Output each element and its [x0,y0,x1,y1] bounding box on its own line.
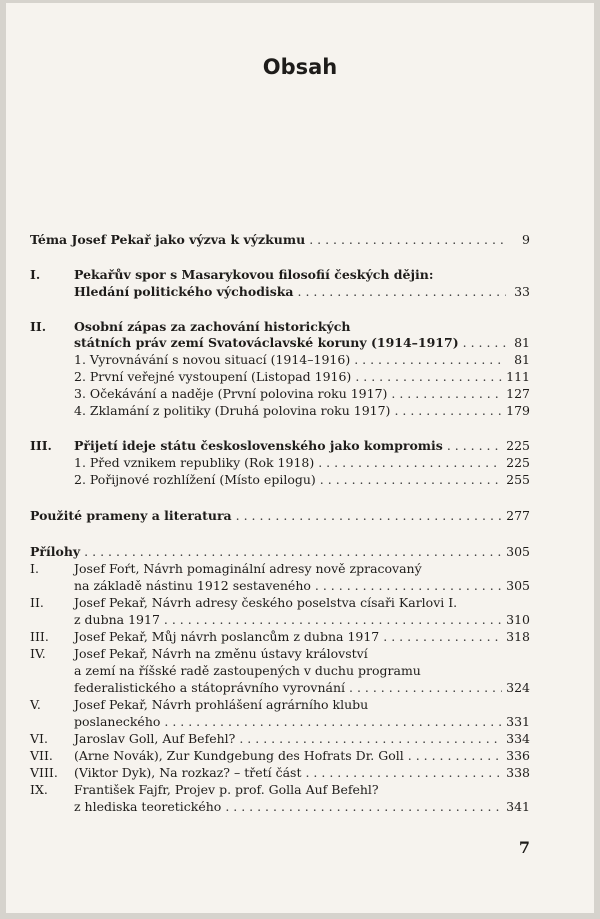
toc-page-number: 127 [506,386,530,401]
appendix-item [30,782,530,798]
toc-page-number: 336 [506,748,530,763]
appendix-text: poslaneckého [74,714,161,729]
toc-page-number: 331 [506,714,530,729]
subentry-text: 2. První veřejné vystoupení (Listopad 1916) [74,369,352,384]
chapter-title: státních práv zemí Svatováclavské koruny (1914–1917) [74,335,459,350]
toc-entry-tema [30,232,530,248]
toc-subentry [30,352,530,368]
appendix-text: z dubna 1917 [74,612,160,627]
toc-page-number: 111 [506,369,530,384]
dot-leader [320,472,502,488]
dot-leader [309,232,506,248]
subentry-text: 3. Očekávání a naděje (První polovina roku 1917) [74,386,388,401]
toc-page-number: 338 [506,765,530,780]
dot-leader [447,438,502,454]
dot-leader [164,612,502,628]
subentry-text: 4. Zklamání z politiky (Druhá polovina roku 1917) [74,403,391,418]
dot-leader [164,714,502,730]
toc-entry-appendix [30,544,530,560]
appendix-text: (Arne Novák), Zur Kundgebung des Hofrats Dr. Goll [74,748,404,763]
toc-page-number: 81 [514,335,530,350]
appendix-text: František Fajfr, Projev p. prof. Golla Auf Befehl? [74,782,379,797]
appendix-number: VI. [30,731,48,746]
appendix-item [30,731,530,747]
appendix-text: Josef Pekař, Návrh na změnu ústavy království [74,646,368,661]
toc-subentry [30,369,530,385]
toc-chapter-1-line1 [30,267,530,283]
dot-leader [84,544,502,560]
appendix-item [30,765,530,781]
dot-leader [305,765,502,781]
dot-leader [355,369,502,385]
dot-leader [394,403,502,419]
toc-page-number: 305 [506,578,530,593]
appendix-text: na základě nástinu 1912 sestaveného [74,578,311,593]
dot-leader [239,731,502,747]
appendix-item [30,646,530,662]
appendix-number: III. [30,629,49,644]
appendix-item [30,748,530,764]
appendix-text: Josef Pekař, Návrh adresy českého poselstva císaři Karlovi I. [74,595,458,610]
page [6,3,594,913]
appendix-item [30,561,530,577]
dot-leader [408,748,502,764]
chapter-title: Osobní zápas za zachování historických [74,319,351,334]
appendix-item-cont [30,714,530,730]
appendix-item [30,629,530,645]
appendix-item-cont [30,680,530,696]
appendix-number: VII. [30,748,53,763]
chapter-number: II. [30,319,47,334]
dot-leader [463,335,506,351]
toc-chapter-2-line1 [30,319,530,335]
toc-page-number: 33 [514,284,530,299]
toc-page-number: 334 [506,731,530,746]
toc-page-number: 9 [522,232,530,247]
toc-chapter-3 [30,438,530,454]
subentry-text: 1. Vyrovnávání s novou situací (1914–1916) [74,352,351,367]
appendix-number: IV. [30,646,46,661]
toc-subentry [30,403,530,419]
dot-leader [225,799,502,815]
appendix-text: federalistického a státoprávního vyrovnání [74,680,345,695]
appendix-number: V. [30,697,41,712]
appendix-item-cont [30,612,530,628]
appendix-item-cont [30,663,530,679]
chapter-title: Hledání politického východiska [74,284,294,299]
toc-page-number: 225 [506,455,530,470]
toc-subentry [30,455,530,471]
appendix-item [30,697,530,713]
dot-leader [383,629,502,645]
toc-page-number: 318 [506,629,530,644]
toc-page-number: 255 [506,472,530,487]
toc-page-number: 179 [506,403,530,418]
appendix-number: IX. [30,782,48,797]
toc-page-number: 310 [506,612,530,627]
dot-leader [391,386,502,402]
appendix-text: a zemí na říšské radě zastoupených v duchu programu [74,663,421,678]
page-number-folio: 7 [518,838,530,857]
toc-entry-text: Přílohy [30,544,81,559]
toc-chapter-2-line2 [30,335,530,351]
page-title: Obsah [262,55,338,79]
appendix-number: VIII. [30,765,58,780]
appendix-number: II. [30,595,44,610]
appendix-text: Josef Pekař, Můj návrh poslancům z dubna 1917 [74,629,380,644]
appendix-item [30,595,530,611]
appendix-item-cont [30,578,530,594]
toc-page-number: 277 [506,508,530,523]
toc-page-number: 225 [506,438,530,453]
dot-leader [315,578,502,594]
dot-leader [349,680,502,696]
toc-page-number: 341 [506,799,530,814]
toc-page-number: 81 [514,352,530,367]
appendix-text: Josef Pekař, Návrh prohlášení agrárního klubu [74,697,369,712]
appendix-text: z hlediska teoretického [74,799,222,814]
toc-subentry [30,386,530,402]
appendix-number: I. [30,561,39,576]
chapter-title: Přijetí ideje státu československého jako kompromis [74,438,443,453]
dot-leader [298,284,507,300]
appendix-text: Josef Foŕt, Návrh pomaginální adresy nově zpracovaný [74,561,422,576]
chapter-number: I. [30,267,41,282]
subentry-text: 1. Před vznikem republiky (Rok 1918) [74,455,315,470]
toc-page-number: 305 [506,544,530,559]
dot-leader [318,455,502,471]
subentry-text: 2. Pořijnové rozhlížení (Místo epilogu) [74,472,316,487]
toc-entry-text: Téma Josef Pekař jako výzva k výzkumu [30,232,306,247]
appendix-text: (Viktor Dyk), Na rozkaz? – třetí část [74,765,302,780]
chapter-title: Pekařův spor s Masarykovou filosofií českých dějin: [74,267,434,282]
appendix-text: Jaroslav Goll, Auf Befehl? [74,731,236,746]
toc-entry-text: Použité prameny a literatura [30,508,232,523]
toc-page-number: 324 [506,680,530,695]
appendix-item-cont [30,799,530,815]
toc-entry-sources [30,508,530,524]
chapter-number: III. [30,438,52,453]
dot-leader [354,352,506,368]
toc-subentry [30,472,530,488]
dot-leader [236,508,503,524]
toc-chapter-1-line2 [30,284,530,300]
